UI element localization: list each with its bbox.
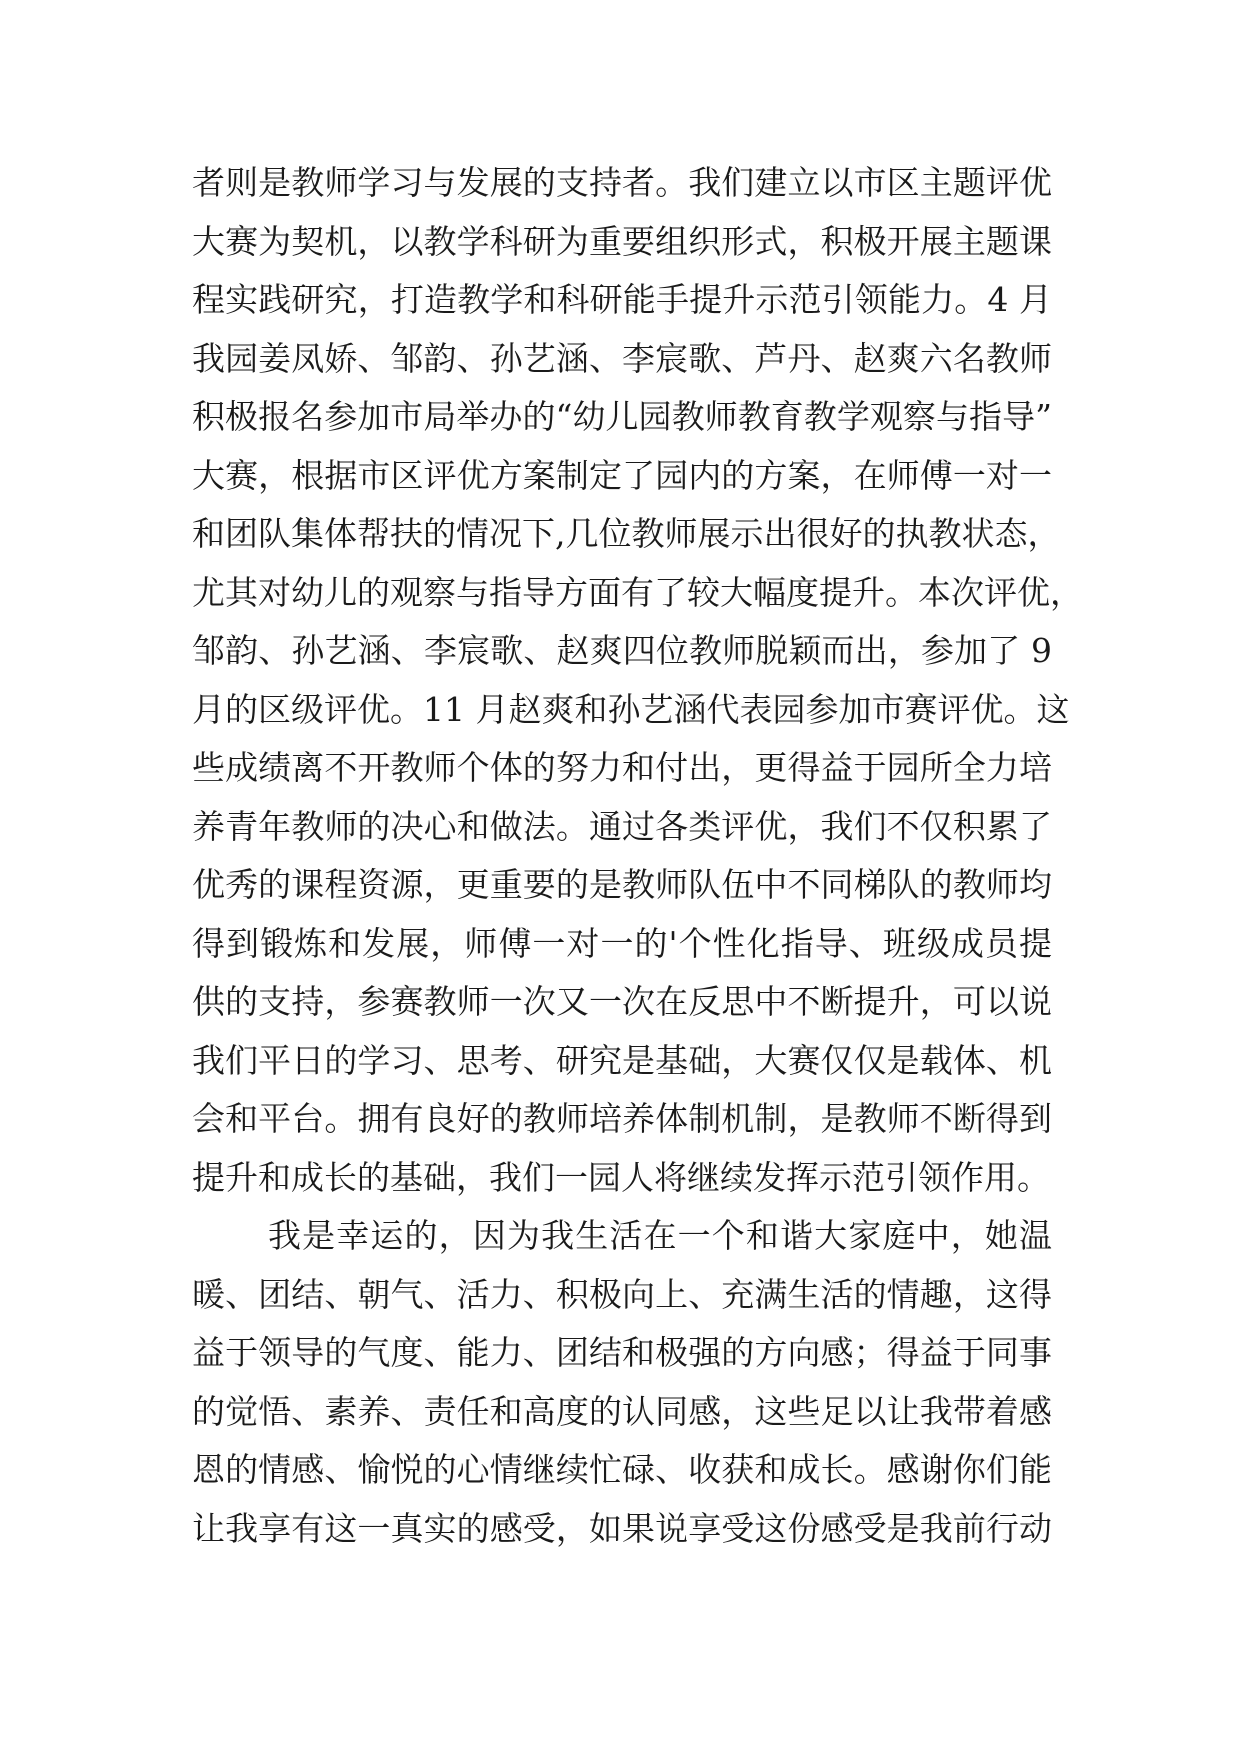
text-line: 邹韵、孙艺涵、李宸歌、赵爽四位教师脱颖而出，参加了 9	[192, 631, 1052, 670]
text-line: 大赛，根据市区评优方案制定了园内的方案，在师傅一对一	[192, 455, 1052, 495]
text-line: 会和平台。拥有良好的教师培养体制机制，是教师不断得到	[192, 1099, 1052, 1138]
text-line: 积极报名参加市局举办的“幼儿园教师教育教学观察与指导”	[192, 397, 1052, 436]
text-line: 我是幸运的，因为我生活在一个和谐大家庭中，她温	[268, 1216, 1052, 1255]
text-line: 得到锻炼和发展，师傅一对一的'个性化指导、班级成员提	[192, 923, 1052, 963]
text-line: 尤其对幼儿的观察与指导方面有了较大幅度提升。本次评优，	[192, 572, 1083, 612]
text-line: 我园姜凤娇、邹韵、孙艺涵、李宸歌、芦丹、赵爽六名教师	[192, 338, 1052, 378]
text-line: 恩的情感、愉悦的心情继续忙碌、收获和成长。感谢你们能	[192, 1450, 1052, 1489]
paragraph-1	[192, 154, 1083, 1207]
text-line: 的觉悟、素养、责任和高度的认同感，这些足以让我带着感	[192, 1391, 1052, 1431]
text-line: 大赛为契机，以教学科研为重要组织形式，积极开展主题课	[192, 221, 1052, 261]
text-line: 月的区级评优。11 月赵爽和孙艺涵代表园参加市赛评优。这	[192, 689, 1070, 729]
text-line: 些成绩离不开教师个体的努力和付出，更得益于园所全力培	[192, 748, 1052, 787]
text-line: 者则是教师学习与发展的支持者。我们建立以市区主题评优	[192, 163, 1052, 202]
text-line: 益于领导的气度、能力、团结和极强的方向感；得益于同事	[192, 1333, 1052, 1372]
text-line: 程实践研究，打造教学和科研能手提升示范引领能力。4 月	[192, 280, 1052, 319]
text-line: 我们平日的学习、思考、研究是基础，大赛仅仅是载体、机	[192, 1040, 1052, 1080]
text-line: 养青年教师的决心和做法。通过各类评优，我们不仅积累了	[192, 806, 1052, 846]
text-line: 和团队集体帮扶的情况下,几位教师展示出很好的执教状态，	[192, 514, 1061, 553]
text-line: 提升和成长的基础，我们一园人将继续发挥示范引领作用。	[192, 1157, 1050, 1197]
paragraph-2	[192, 1207, 1052, 1558]
body-text	[192, 154, 1083, 1558]
text-line: 暖、团结、朝气、活力、积极向上、充满生活的情趣，这得	[192, 1274, 1052, 1314]
text-line: 供的支持，参赛教师一次又一次在反思中不断提升，可以说	[192, 982, 1052, 1021]
text-line: 优秀的课程资源，更重要的是教师队伍中不同梯队的教师均	[192, 865, 1052, 904]
text-line: 让我享有这一真实的感受，如果说享受这份感受是我前行动	[192, 1508, 1052, 1548]
